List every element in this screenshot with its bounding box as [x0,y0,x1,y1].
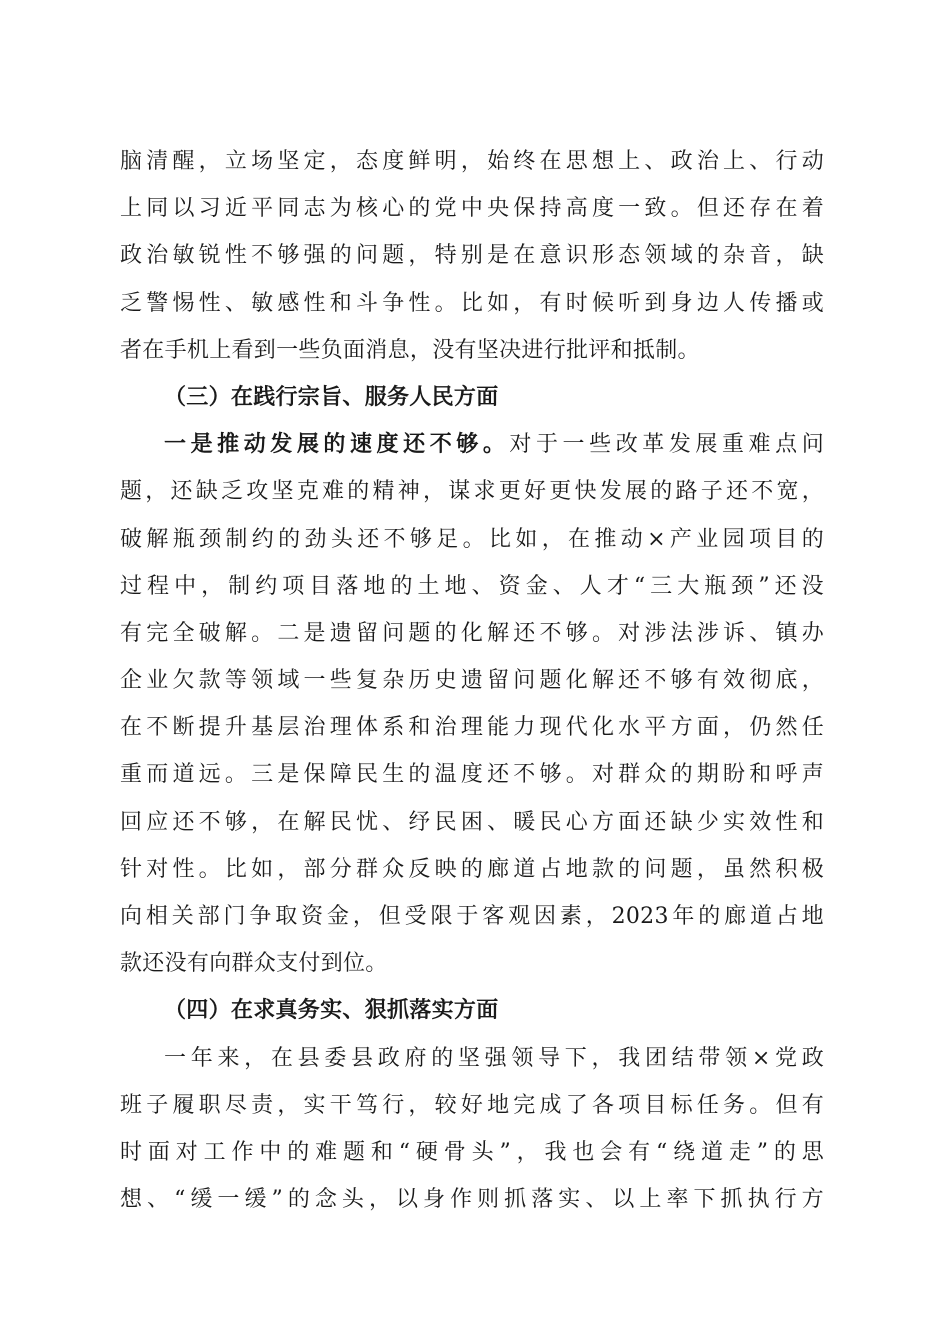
document-body [120,138,824,1223]
text-line: 企业欠款等领域一些复杂历史遗留问题化解还不够有效彻底， [120,668,824,694]
text-line: 破解瓶颈制约的劲头还不够足。比如，在推动×产业园项目的 [120,526,824,552]
text-line: 政治敏锐性不够强的问题，特别是在意识形态领域的杂音，缺 [120,243,824,269]
text-line: 题，还缺乏攻坚克难的精神，谋求更好更快发展的路子还不宽， [120,479,824,505]
section-heading: （三）在践行宗旨、服务人民方面 [164,383,499,410]
text-line: 时面对工作中的难题和“硬骨头”，我也会有“绕道走”的思 [120,1139,824,1165]
text-line: 款还没有向群众支付到位。 [120,951,388,977]
text-line: 乏警惕性、敏感性和斗争性。比如，有时候听到身边人传播或 [120,290,824,316]
text-line: 在不断提升基层治理体系和治理能力现代化水平方面，仍然任 [120,715,824,741]
text-line: 脑清醒，立场坚定，态度鲜明，始终在思想上、政治上、行动 [120,149,824,174]
text-line: 有完全破解。二是遗留问题的化解还不够。对涉法涉诉、镇办 [120,620,824,646]
bold-lead: 一是推动发展的速度还不够。 [164,431,510,458]
text-line: 者在手机上看到一些负面消息，没有坚决进行批评和抵制。 [120,337,700,363]
text-line: 想、“缓一缓”的念头，以身作则抓落实、以上率下抓执行方 [120,1187,824,1213]
text-run: 对于一些改革发展重难点问 [509,432,824,458]
text-line: 重而道远。三是保障民生的温度还不够。对群众的期盼和呼声 [120,762,824,788]
text-line: 针对性。比如，部分群众反映的廊道占地款的问题，虽然积极 [120,856,824,882]
text-line: 上同以习近平同志为核心的党中央保持高度一致。但还存在着 [120,196,824,222]
text-line [120,421,824,468]
text-line: 回应还不够，在解民忧、纾民困、暖民心方面还缺少实效性和 [120,809,824,835]
text-line: 向相关部门争取资金，但受限于客观因素，2023年的廊道占地 [120,904,824,929]
section-heading: （四）在求真务实、狠抓落实方面 [164,997,499,1024]
text-line: 一年来，在县委县政府的坚强领导下，我团结带领×党政 [164,1045,824,1071]
text-line: 班子履职尽责，实干笃行，较好地完成了各项目标任务。但有 [120,1092,824,1118]
text-line: 过程中，制约项目落地的土地、资金、人才“三大瓶颈”还没 [120,573,824,599]
